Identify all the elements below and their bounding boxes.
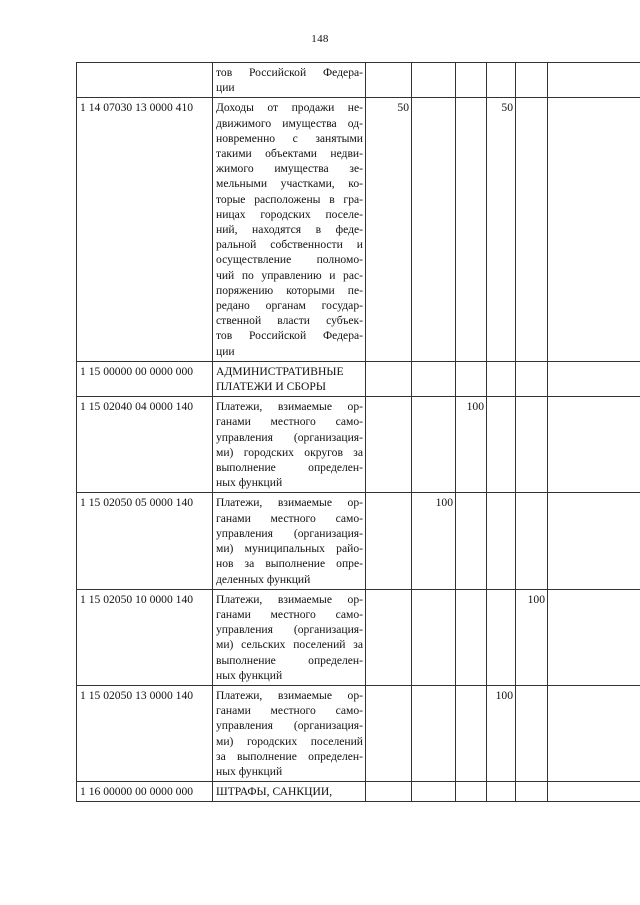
revenue-name-line: мельными участками, ко- (216, 177, 363, 191)
table-row (77, 685, 640, 781)
revenue-name-line: осуществление полномо- (216, 253, 363, 267)
budget-code-cell: 1 15 02050 10 0000 140 (77, 589, 213, 685)
amount-cell-5 (516, 361, 548, 396)
budget-code-cell: 1 15 02040 04 0000 140 (77, 397, 213, 493)
amount-cell-3 (456, 63, 487, 98)
amount-cell-4: 100 (487, 685, 516, 781)
amount-cell-6 (548, 397, 640, 493)
amount-cell-4 (487, 589, 516, 685)
amount-cell-1 (366, 63, 412, 98)
amount-cell-2 (412, 397, 456, 493)
revenue-name-line: Платежи, взимаемые ор- (216, 400, 363, 414)
amount-cell-6 (548, 589, 640, 685)
revenue-name-line: Платежи, взимаемые ор- (216, 688, 363, 702)
budget-code-cell: 1 15 02050 05 0000 140 (77, 493, 213, 589)
amount-cell-6 (548, 361, 640, 396)
amount-cell-3 (456, 685, 487, 781)
revenue-name-line: ральной собственности и (216, 238, 363, 252)
revenue-name-cell (213, 63, 366, 98)
amount-cell-3 (456, 782, 487, 802)
amount-cell-5 (516, 685, 548, 781)
revenue-name-line: Платежи, взимаемые ор- (216, 496, 363, 510)
revenue-name-line: торые расположены в гра- (216, 192, 363, 206)
amount-cell-1 (366, 782, 412, 802)
amount-cell-4 (487, 63, 516, 98)
revenue-name-cell (213, 361, 366, 396)
revenue-name-line: управления (организация- (216, 430, 363, 444)
amount-cell-3 (456, 98, 487, 361)
budget-code-cell: 1 16 00000 00 0000 000 (77, 782, 213, 802)
revenue-name-line: ных функций (216, 476, 283, 490)
revenue-name-cell (213, 493, 366, 589)
amount-cell-1 (366, 397, 412, 493)
budget-table (76, 62, 640, 802)
amount-cell-3 (456, 361, 487, 396)
revenue-name-line: Платежи, взимаемые ор- (216, 592, 363, 606)
revenue-name-line: новременно с занятыми (216, 131, 363, 145)
revenue-name-line: управления (организация- (216, 623, 363, 637)
amount-cell-5 (516, 493, 548, 589)
revenue-name-line: ний, находятся в феде- (216, 223, 363, 237)
revenue-name-line: ции (216, 344, 235, 358)
amount-cell-6 (548, 98, 640, 361)
amount-cell-3 (456, 589, 487, 685)
revenue-name-line: ганами местного само- (216, 415, 363, 429)
amount-cell-2 (412, 589, 456, 685)
revenue-name-line: АДМИНИСТРАТИВНЫЕ (216, 364, 344, 378)
revenue-name-line: ганами местного само- (216, 704, 363, 718)
table-row (77, 397, 640, 493)
amount-cell-5: 100 (516, 589, 548, 685)
amount-cell-5 (516, 397, 548, 493)
amount-cell-1 (366, 361, 412, 396)
revenue-name-line: ганами местного само- (216, 511, 363, 525)
revenue-name-line: ПЛАТЕЖИ И СБОРЫ (216, 380, 326, 394)
revenue-name-line: ственной власти субъек- (216, 314, 363, 328)
revenue-name-line: чий по управлению и рас- (216, 268, 363, 282)
table-row (77, 782, 640, 802)
revenue-name-line: нов за выполнение опре- (216, 557, 363, 571)
amount-cell-4 (487, 493, 516, 589)
revenue-name-line: поряжению которыми пе- (216, 283, 363, 297)
revenue-name-line: выполнение определен- (216, 461, 363, 475)
amount-cell-1 (366, 685, 412, 781)
revenue-name-line: ми) сельских поселений за (216, 638, 363, 652)
revenue-name-line: Доходы от продажи не- (216, 101, 363, 115)
revenue-name-line: движимого имущества од- (216, 116, 363, 130)
amount-cell-5 (516, 98, 548, 361)
revenue-name-line: ми) городских округов за (216, 445, 363, 459)
revenue-name-line: ных функций (216, 764, 283, 778)
table-row (77, 98, 640, 361)
budget-code-cell: 1 15 00000 00 0000 000 (77, 361, 213, 396)
amount-cell-5 (516, 63, 548, 98)
amount-cell-5 (516, 782, 548, 802)
amount-cell-4: 50 (487, 98, 516, 361)
amount-cell-4 (487, 361, 516, 396)
page-number: 148 (311, 33, 329, 45)
revenue-name-cell (213, 685, 366, 781)
revenue-name-line: управления (организация- (216, 719, 363, 733)
budget-code-cell: 1 15 02050 13 0000 140 (77, 685, 213, 781)
revenue-name-line: управления (организация- (216, 526, 363, 540)
amount-cell-2 (412, 782, 456, 802)
table-row (77, 63, 640, 98)
table-row (77, 589, 640, 685)
revenue-name-line: за выполнение определен- (216, 749, 363, 763)
revenue-name-line: ми) городских поселений (216, 734, 363, 748)
table-row (77, 493, 640, 589)
amount-cell-3: 100 (456, 397, 487, 493)
revenue-name-line: тов Российской Федера- (216, 329, 363, 343)
revenue-name-line: тов Российской Федера- (216, 66, 363, 79)
revenue-name-line: такими объектами недви- (216, 147, 363, 161)
table-row (77, 361, 640, 396)
amount-cell-6 (548, 685, 640, 781)
amount-cell-4 (487, 782, 516, 802)
revenue-name-line: редано органам государ- (216, 299, 363, 313)
budget-code-cell: 1 14 07030 13 0000 410 (77, 98, 213, 361)
revenue-name-line: деленных функций (216, 572, 311, 586)
amount-cell-1 (366, 589, 412, 685)
revenue-name-line: жимого имущества зе- (216, 162, 363, 176)
revenue-name-line: выполнение определен- (216, 653, 363, 667)
revenue-name-line: ганами местного само- (216, 607, 363, 621)
revenue-name-cell (213, 397, 366, 493)
table-body (77, 63, 640, 802)
amount-cell-6 (548, 782, 640, 802)
amount-cell-2 (412, 361, 456, 396)
amount-cell-3 (456, 493, 487, 589)
amount-cell-1 (366, 493, 412, 589)
amount-cell-2 (412, 63, 456, 98)
revenue-name-line: ми) муниципальных райо- (216, 542, 363, 556)
revenue-name-cell (213, 98, 366, 361)
revenue-name-line: ции (216, 81, 235, 95)
revenue-name-line: ницах городских поселе- (216, 207, 363, 221)
revenue-name-cell (213, 782, 366, 802)
amount-cell-4 (487, 397, 516, 493)
revenue-name-cell (213, 589, 366, 685)
revenue-name-line: ШТРАФЫ, САНКЦИИ, (216, 785, 333, 799)
amount-cell-1: 50 (366, 98, 412, 361)
amount-cell-2: 100 (412, 493, 456, 589)
amount-cell-6 (548, 63, 640, 98)
revenue-name-line: ных функций (216, 668, 283, 682)
amount-cell-2 (412, 685, 456, 781)
amount-cell-2 (412, 98, 456, 361)
amount-cell-6 (548, 493, 640, 589)
budget-code-cell (77, 63, 213, 98)
